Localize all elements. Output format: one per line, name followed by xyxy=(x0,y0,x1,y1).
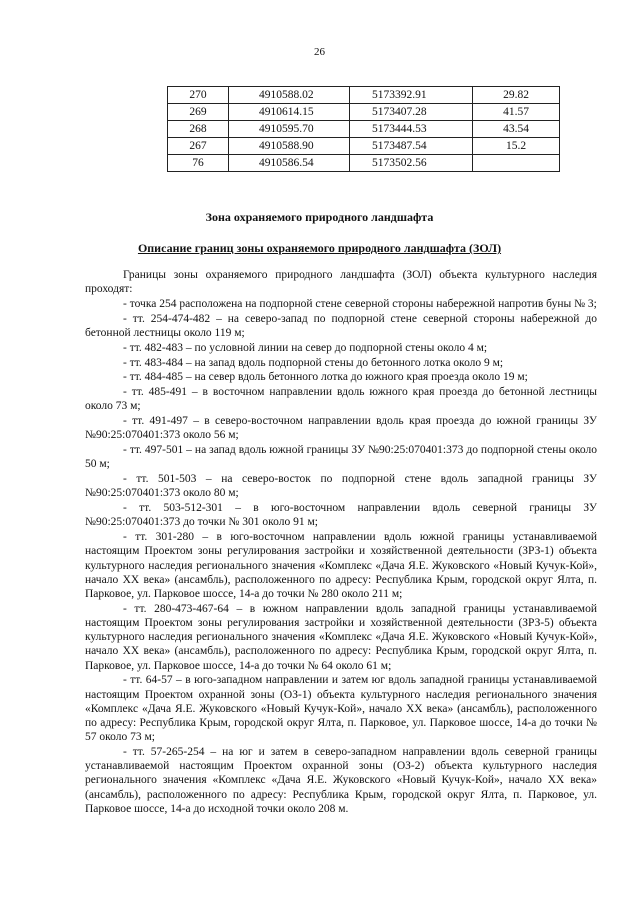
intro-paragraph: Границы зоны охраняемого природного ландшафта (ЗОЛ) объекта культурного наследия проходят: xyxy=(85,269,597,296)
table-cell: 267 xyxy=(168,138,229,155)
boundary-segment: - тт. 485-491 – в восточном направлении вдоль южного края проезда до бетонной лестницы около 73 м; xyxy=(85,386,597,413)
table-cell: 4910588.90 xyxy=(229,138,350,155)
table-cell: 4910588.02 xyxy=(229,87,350,104)
table-row xyxy=(168,104,560,121)
boundary-segment: - тт. 483-484 – на запад вдоль подпорной стены до бетонного лотка около 9 м; xyxy=(123,356,504,369)
boundary-segment: - тт. 64-57 – в юго-западном направлении и затем юг вдоль западной границы устанавливаемой настоящим Проектом охранной зоны (ОЗ-1) объекта культурного наследия регионального значения «Комплекс «Дача Я.Е. Жуковского «Новый Кучук-Кой», начало XX века» (ансамбль), расположенного по адресу: Республика Крым, городской округ Ялта, п. Парковое, ул. Парковое шоссе, 14-а до точки № 57 около 73 м; xyxy=(85,674,597,744)
zone-title: Зона охраняемого природного ландшафта xyxy=(205,210,434,224)
table-cell: 15.2 xyxy=(473,138,560,155)
boundary-segment: - тт. 503-512-301 – в юго-восточном направлении вдоль северной границы ЗУ №90:25:070401:373 до точки № 301 около 91 м; xyxy=(85,502,597,529)
boundary-segment: - тт. 497-501 – на запад вдоль южной границы ЗУ №90:25:070401:373 до подпорной стены около 50 м; xyxy=(85,444,597,471)
table-cell: 5173444.53 xyxy=(350,121,473,138)
table-cell: 268 xyxy=(168,121,229,138)
table-cell xyxy=(473,155,560,172)
description-title: Описание границ зоны охраняемого природного ландшафта (ЗОЛ) xyxy=(137,241,502,255)
table-cell: 4910614.15 xyxy=(229,104,350,121)
coordinates-table xyxy=(167,86,560,172)
table-cell: 43.54 xyxy=(473,121,560,138)
table-cell: 4910586.54 xyxy=(229,155,350,172)
boundary-segment: - тт. 254-474-482 – на северо-запад по подпорной стене северной стороны набережной до бетонной лестницы около 119 м; xyxy=(85,312,597,339)
table-row xyxy=(168,138,560,155)
table-cell: 270 xyxy=(168,87,229,104)
table-cell: 4910595.70 xyxy=(229,121,350,138)
boundary-segment: - тт. 491-497 – в северо-восточном направлении вдоль края проезда до южной границы ЗУ №90:25:070401:373 около 56 м; xyxy=(85,415,597,442)
boundary-segment: - тт. 57-265-254 – на юг и затем в северо-западном направлении вдоль северной границы устанавливаемой настоящим Проектом охранной зоны (ОЗ-2) объекта культурного наследия регионального значения «Комплекс «Дача Я.Е. Жуковского «Новый Кучук-Кой», начало XX века» (ансамбль), расположенного по адресу: Республика Крым, городской округ Ялта, п. Парковое, ул. Парковое шоссе, 14-а до исходной точки около 208 м. xyxy=(85,746,597,815)
table-row xyxy=(168,87,560,104)
table-cell: 5173392.91 xyxy=(350,87,473,104)
boundary-segment: - тт. 280-473-467-64 – в южном направлении вдоль западной границы устанавливаемой настоящим Проектом зоны регулирования застройки и хозяйственной деятельности (ЗРЗ-5) объекта культурного наследия регионального значения «Комплекс «Дача Я.Е. Жуковского «Новый Кучук-Кой», начало XX века» (ансамбль), расположенного по адресу: Республика Крым, городской округ Ялта, п. Парковое, ул. Парковое шоссе, 14-а до точки № 64 около 61 м; xyxy=(85,602,597,672)
table-cell: 41.57 xyxy=(473,104,560,121)
table-cell: 76 xyxy=(168,155,229,172)
boundary-segment: - тт. 484-485 – на север вдоль бетонного лотка до южного края проезда около 19 м; xyxy=(123,371,528,384)
table-cell: 5173502.56 xyxy=(350,155,473,172)
boundary-segment: - тт. 482-483 – по условной линии на север до подпорной стены около 4 м; xyxy=(123,341,488,354)
boundary-description xyxy=(85,268,597,817)
page-number: 26 xyxy=(314,46,325,58)
table-cell: 5173487.54 xyxy=(350,138,473,155)
table-cell: 269 xyxy=(168,104,229,121)
table-row xyxy=(168,155,560,172)
table-cell: 5173407.28 xyxy=(350,104,473,121)
table-cell: 29.82 xyxy=(473,87,560,104)
boundary-segment: - тт. 301-280 – в юго-восточном направлении вдоль южной границы устанавливаемой настоящим Проектом зоны регулирования застройки и хозяйственной деятельности (ЗРЗ-1) объекта культурного наследия регионального значения «Комплекс «Дача Я.Е. Жуковского «Новый Кучук-Кой», начало XX века» (ансамбль), расположенного по адресу: Республика Крым, городской округ Ялта, п. Парковое, ул. Парковое шоссе, 14-а до точки № 280 около 211 м; xyxy=(85,531,597,600)
boundary-segment: - тт. 501-503 – на северо-восток по подпорной стене вдоль западной границы ЗУ №90:25:070401:373 около 80 м; xyxy=(85,473,597,500)
table-row xyxy=(168,121,560,138)
boundary-segment: - точка 254 расположена на подпорной стене северной стороны набережной напротив буны № 3; xyxy=(123,298,597,310)
